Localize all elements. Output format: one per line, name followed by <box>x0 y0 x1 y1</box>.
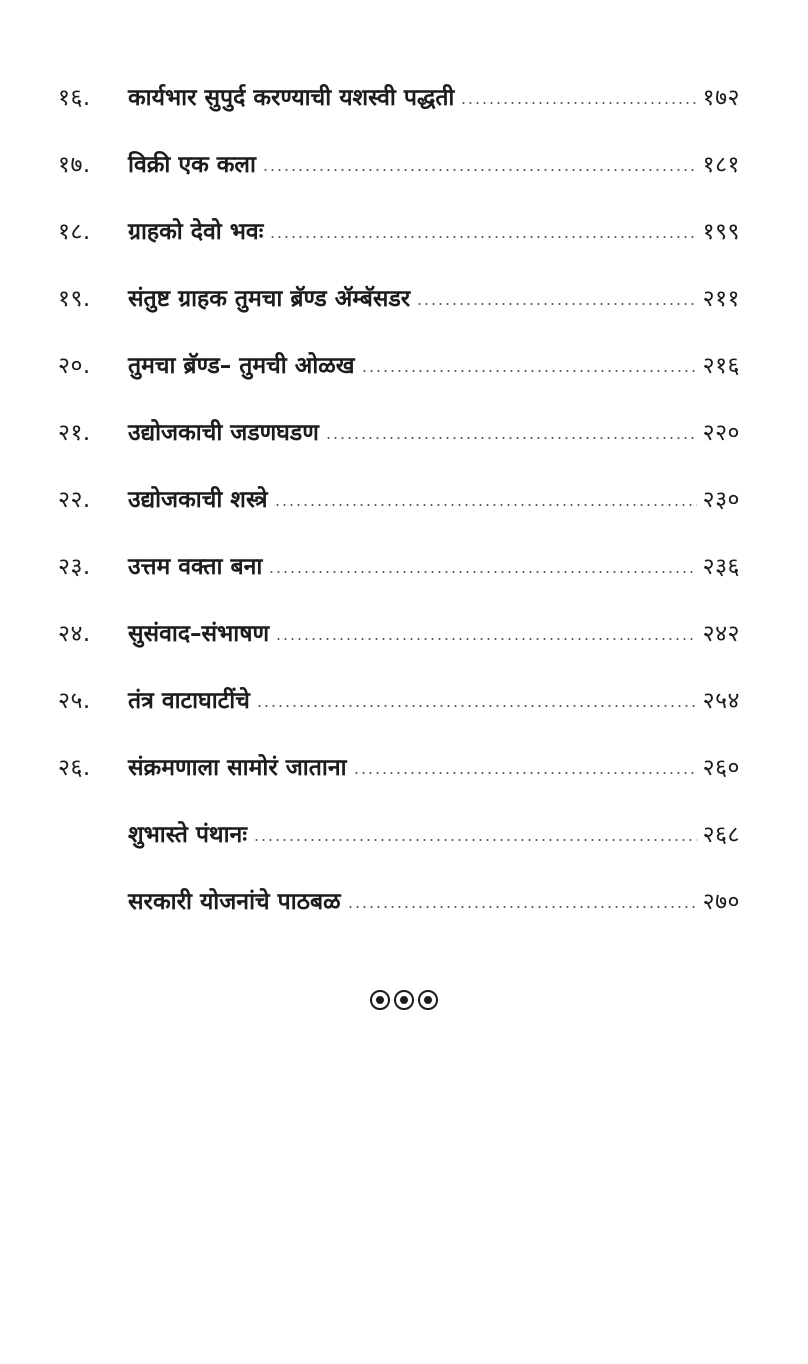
chapter-number: १८. <box>58 219 91 245</box>
circle-ornament-icon <box>394 990 414 1010</box>
toc-entry[interactable] <box>58 813 740 853</box>
chapter-number: २०. <box>58 353 91 379</box>
toc-entry[interactable] <box>58 143 740 183</box>
page-number: २७० <box>702 889 740 915</box>
page-number: २३६ <box>702 554 740 580</box>
chapter-title: कार्यभार सुपुर्द करण्याची यशस्वी पद्धती <box>128 85 455 111</box>
chapter-number: १७. <box>58 152 91 178</box>
chapter-title: सरकारी योजनांचे पाठबळ <box>128 889 341 915</box>
circle-ornament-icon <box>370 990 390 1010</box>
toc-entry[interactable] <box>58 612 740 652</box>
page-number: २३० <box>702 487 740 513</box>
page-number: २१६ <box>702 353 740 379</box>
chapter-number: १६. <box>58 85 91 111</box>
page-number: २२० <box>702 420 740 446</box>
dot-leader <box>325 437 697 439</box>
chapter-number: १९. <box>58 286 91 312</box>
page-number: १९९ <box>702 219 740 245</box>
chapter-title: तंत्र वाटाघाटींचे <box>128 688 250 714</box>
page-number: १७२ <box>702 85 740 111</box>
toc-entry[interactable] <box>58 277 740 317</box>
toc-entry[interactable] <box>58 545 740 585</box>
dot-leader <box>274 504 697 506</box>
toc-entry[interactable] <box>58 880 740 920</box>
toc-entry[interactable] <box>58 76 740 116</box>
dot-leader <box>460 102 696 104</box>
chapter-title: उत्तम वक्ता बना <box>128 554 263 580</box>
toc-entry[interactable] <box>58 679 740 719</box>
toc-entry[interactable] <box>58 478 740 518</box>
dot-leader <box>256 705 697 707</box>
dot-leader <box>361 370 697 372</box>
chapter-title: शुभास्ते पंथानः <box>128 822 247 848</box>
dot-leader <box>347 906 697 908</box>
chapter-title: तुमचा ब्रॅण्ड– तुमची ओळख <box>128 353 355 379</box>
page-number: २४२ <box>702 621 740 647</box>
toc-entry[interactable] <box>58 344 740 384</box>
dot-leader <box>269 236 696 238</box>
toc-entry[interactable] <box>58 411 740 451</box>
dot-leader <box>353 772 697 774</box>
chapter-title: विक्री एक कला <box>128 152 256 178</box>
page-number: २६८ <box>702 822 740 848</box>
chapter-number: २१. <box>58 420 91 446</box>
chapter-title: ग्राहको देवो भवः <box>128 219 264 245</box>
dot-leader <box>262 169 697 171</box>
page-number: २११ <box>702 286 740 312</box>
chapter-title: संतुष्ट ग्राहक तुमचा ब्रॅण्ड ॲम्बॅसडर <box>128 286 411 312</box>
chapter-number: २५. <box>58 688 91 714</box>
chapter-title: उद्योजकाची शस्त्रे <box>128 487 268 513</box>
chapter-number: २२. <box>58 487 91 513</box>
toc-entry[interactable] <box>58 210 740 250</box>
chapter-number: २६. <box>58 755 91 781</box>
page-number: २५४ <box>702 688 740 714</box>
chapter-number: २४. <box>58 621 91 647</box>
chapter-number: २३. <box>58 554 91 580</box>
end-ornament <box>0 990 808 1010</box>
toc-entry[interactable] <box>58 746 740 786</box>
chapter-title: सुसंवाद–संभाषण <box>128 621 270 647</box>
dot-leader <box>275 638 696 640</box>
page-number: २६० <box>702 755 740 781</box>
chapter-title: संक्रमणाला सामोरं जाताना <box>128 755 347 781</box>
chapter-title: उद्योजकाची जडणघडण <box>128 420 319 446</box>
circle-ornament-icon <box>418 990 438 1010</box>
page-number: १८१ <box>702 152 740 178</box>
dot-leader <box>253 839 697 841</box>
dot-leader <box>416 303 696 305</box>
dot-leader <box>268 571 696 573</box>
